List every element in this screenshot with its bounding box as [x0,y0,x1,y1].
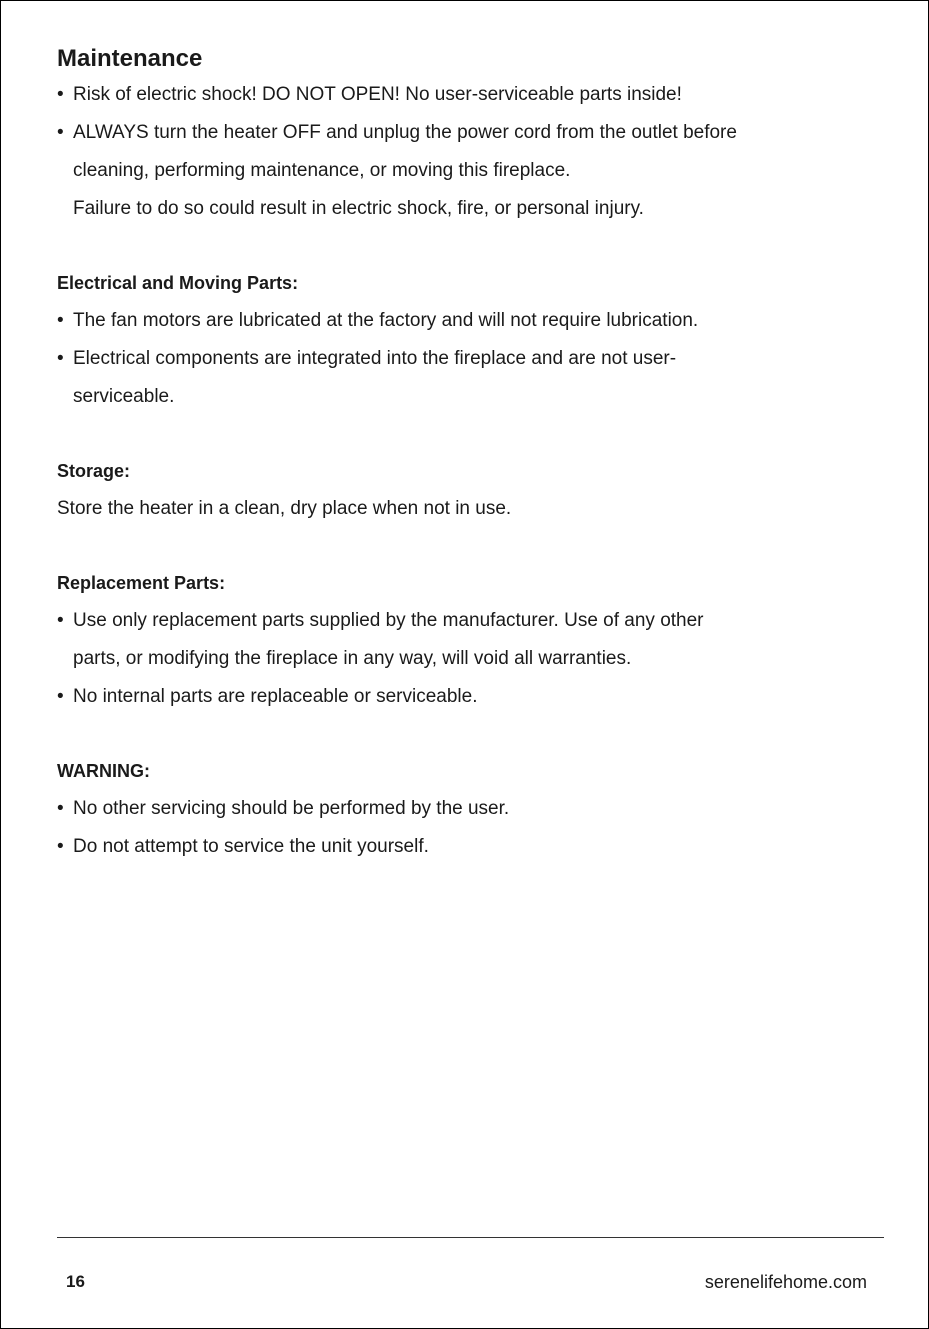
item-text: cleaning, performing maintenance, or moving this fireplace. [73,160,571,181]
website-url: serenelifehome.com [704,1272,867,1292]
item-text: parts, or modifying the fireplace in any way, will void all warranties. [73,648,632,669]
section-heading-electrical: Electrical and Moving Parts: [57,273,299,293]
item-text: Failure to do so could result in electric shock, fire, or personal injury. [73,198,644,219]
bullet-icon: • [57,122,64,143]
item-text: No internal parts are replaceable or serviceable. [73,686,478,707]
section-heading-replacement: Replacement Parts: [57,573,226,593]
page-number: 16 [66,1272,85,1291]
item-text: The fan motors are lubricated at the factory and will not require lubrication. [73,310,699,331]
bullet-icon: • [57,798,64,819]
bullet-icon: • [57,348,64,369]
list-item [57,302,887,340]
list-item [57,76,887,114]
section-heading-storage: Storage: [57,461,131,481]
bullet-icon: • [57,836,64,857]
list-item [57,790,887,828]
item-text: Use only replacement parts supplied by the manufacturer. Use of any other [73,610,704,631]
list-item [57,602,887,678]
bullet-icon: • [57,84,64,105]
bullet-icon: • [57,610,64,631]
item-text: Risk of electric shock! DO NOT OPEN! No user-serviceable parts inside! [73,84,682,105]
maintenance-list [57,76,887,228]
item-text: Do not attempt to service the unit yourself. [73,836,429,857]
document-content [57,42,887,866]
list-item [57,340,887,416]
electrical-list [57,302,887,416]
item-text: serviceable. [73,386,175,407]
bullet-icon: • [57,310,64,331]
bullet-icon: • [57,686,64,707]
page-title: Maintenance [57,45,203,72]
list-item [57,678,887,716]
item-text: Electrical components are integrated into the fireplace and are not user- [73,348,677,369]
section-heading-warning: WARNING: [57,761,150,781]
warning-list [57,790,887,866]
footer-divider [57,1237,884,1238]
list-item [57,114,887,228]
item-text: No other servicing should be performed by the user. [73,798,510,819]
replacement-list [57,602,887,716]
item-text: ALWAYS turn the heater OFF and unplug the power cord from the outlet before [73,122,737,143]
storage-text: Store the heater in a clean, dry place when not in use. [57,498,512,519]
list-item [57,828,887,866]
